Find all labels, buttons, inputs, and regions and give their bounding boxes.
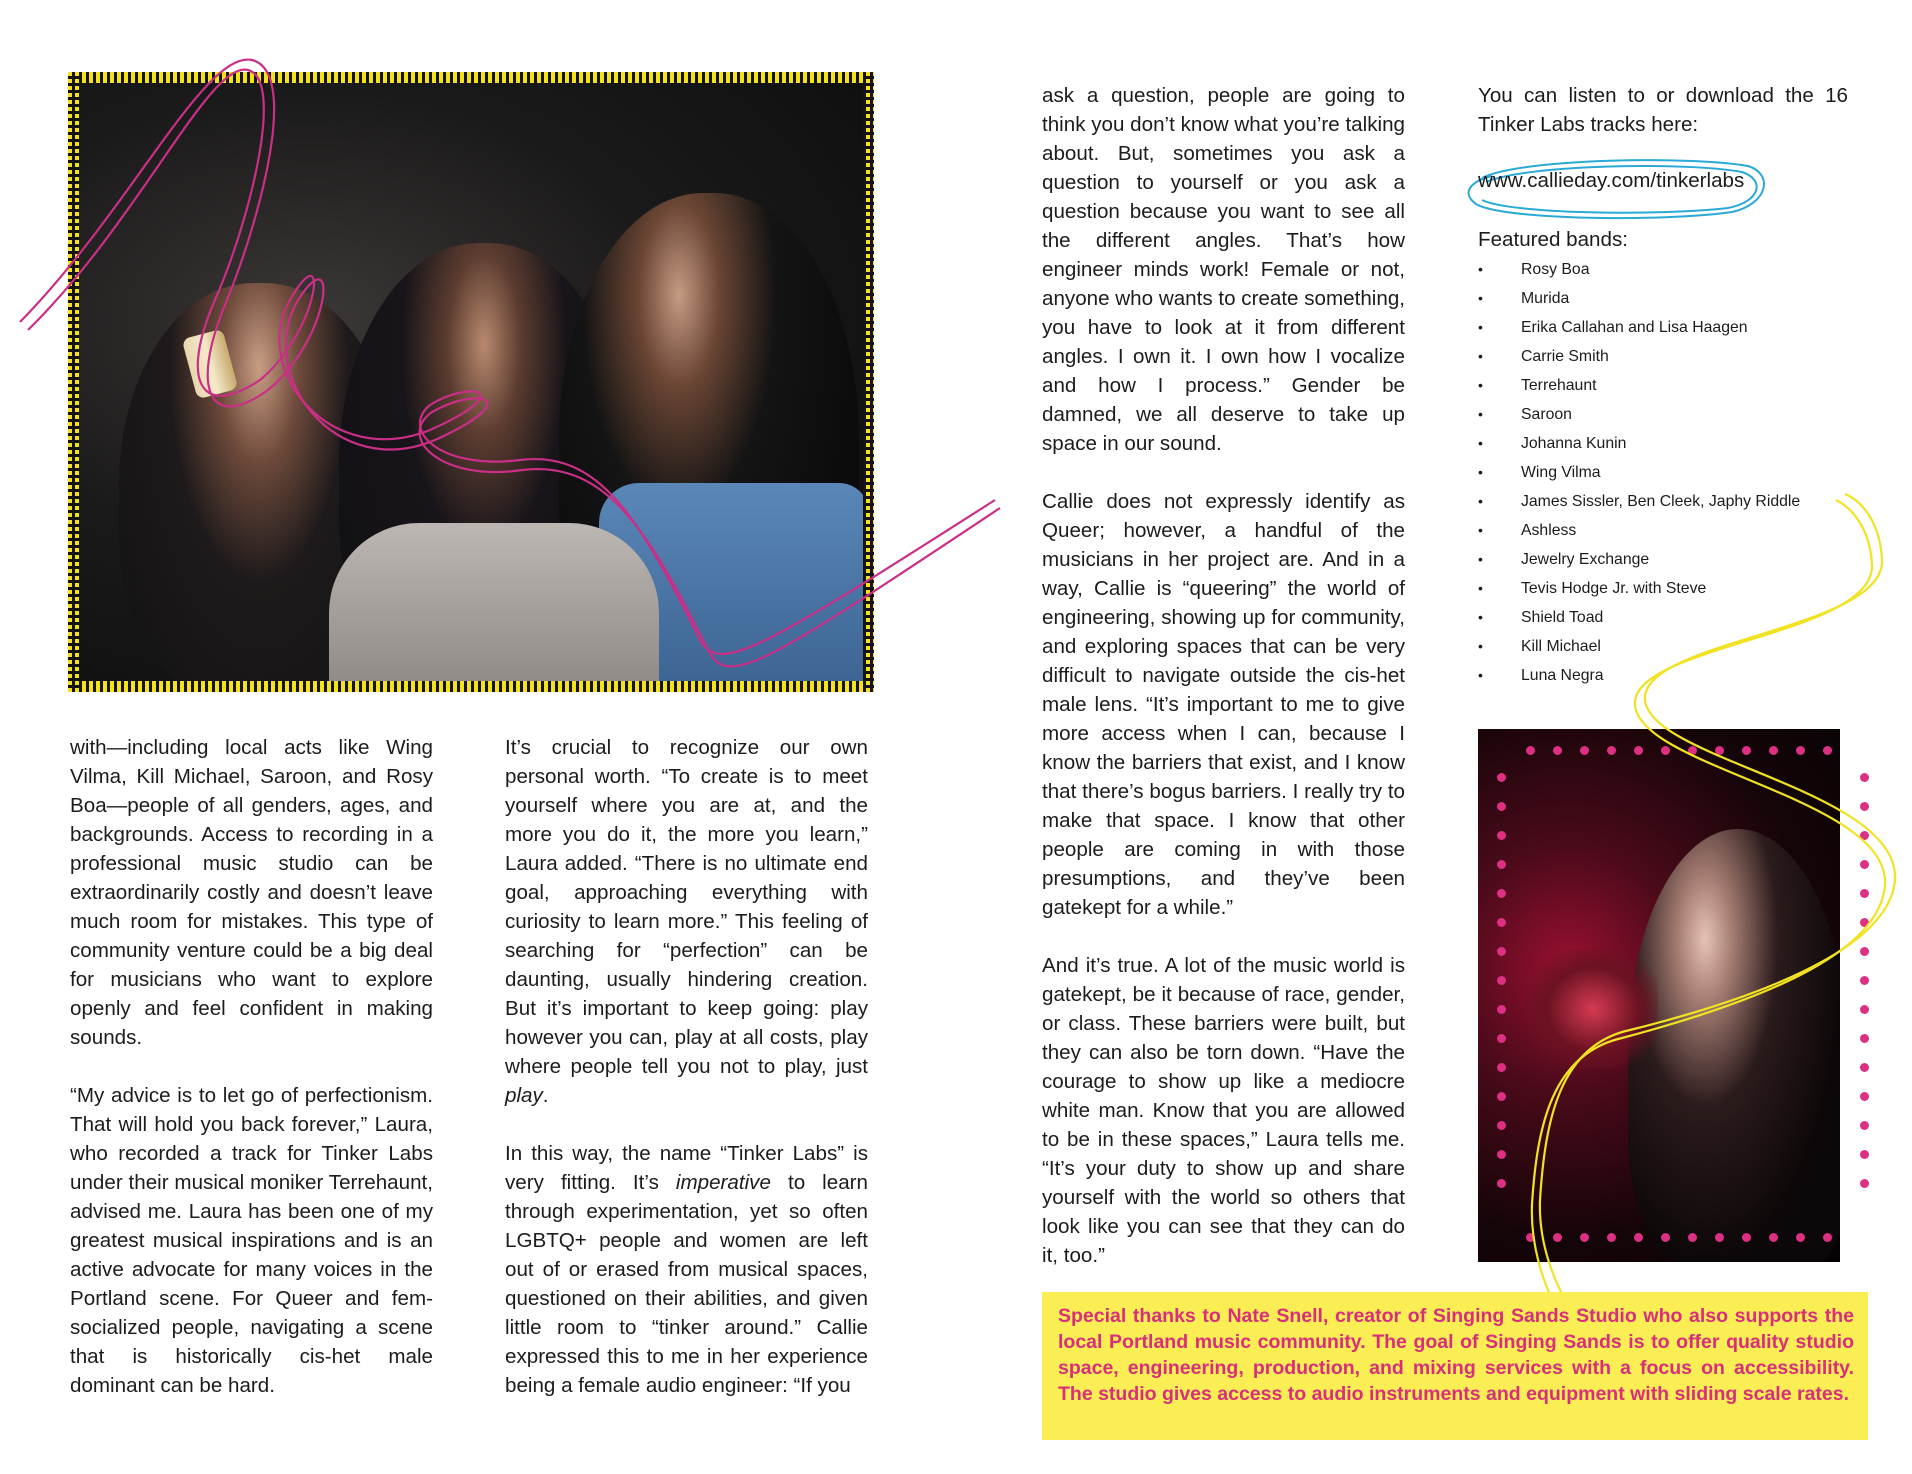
tinkerlabs-link[interactable]: www.callieday.com/tinkerlabs [1478,169,1745,192]
decorative-dot [1497,860,1506,869]
list-item: • Shield Toad [1478,603,1858,632]
band-photo-frame [68,72,874,692]
decorative-dot [1497,976,1506,985]
decorative-dot [1688,1233,1697,1242]
decorative-dot [1661,1233,1670,1242]
paragraph: Callie does not expressly identify as Queer; however, a handful of the musicians in her project are. And in a way, Callie is “queering” the world of engineering, showing up for community, and exploring spaces that can be very difficult to navigate outside the cis-het male lens. “It’s important to me to give more access when I can, because I know the barriers that exist, and I know that there’s bogus barriers. I really try to make that space. I know that other people are coming in with those presumptions, and they’ve been gatekept for a while.” [1042,490,1405,919]
paragraph: And it’s true. A lot of the music world is gatekept, be it because of race, gender, or class. These barriers were built, but they can also be torn down. “Have the courage to show up like a mediocre white man. Know that you are allowed to be in these spaces,” Laura tells me. “It’s your duty to show up and share yourself with the world so others that look like you can see that they can do it, too.” [1042,954,1405,1267]
listen-intro: You can listen to or download the 16 Tinker Labs tracks here: [1478,84,1848,136]
list-item: • Jewelry Exchange [1478,545,1858,574]
list-item: • Wing Vilma [1478,458,1858,487]
list-item: • Luna Negra [1478,661,1858,690]
decorative-dot [1497,1179,1506,1188]
decorative-dot [1742,746,1751,755]
decorative-dot [1860,947,1869,956]
featured-bands-heading: Featured bands: [1478,228,1628,251]
featured-bands-list [1478,255,1858,690]
engineer-photo [1478,729,1840,1262]
decorative-dot [1769,1233,1778,1242]
list-item: • Rosy Boa [1478,255,1858,284]
decorative-dot [1796,746,1805,755]
decorative-dot [1860,889,1869,898]
list-item: • Murida [1478,284,1858,313]
decorative-dot [1823,746,1832,755]
decorative-dot [1860,802,1869,811]
decorative-dot [1661,746,1670,755]
decorative-dot [1860,918,1869,927]
decorative-dot [1634,746,1643,755]
decorative-dot [1497,947,1506,956]
decorative-dot [1497,1121,1506,1130]
decorative-dot [1634,1233,1643,1242]
paragraph: In this way, the name “Tinker Labs” is very fitting. It’s imperative to learn through experimentation, yet so often LGBTQ+ people and women are left out of or erased from musical spaces, questioned on their abilities, and given little room to “tinker around.” Callie expressed this to me in her experience being a female audio engineer: “If you [505,1142,868,1397]
decorative-dot [1860,1034,1869,1043]
decorative-dot [1526,746,1535,755]
list-item: • Johanna Kunin [1478,429,1858,458]
decorative-dot [1860,1092,1869,1101]
decorative-dot [1688,746,1697,755]
special-thanks-box: Special thanks to Nate Snell, creator of Singing Sands Studio who also supports the local Portland music community. The goal of Singing Sands is to offer quality studio space, engineering, production, and mixing services with a focus on accessibility. The studio gives access to audio instruments and equipment with sliding scale rates. [1042,1292,1868,1440]
decorative-dot [1497,1034,1506,1043]
list-item: • Ashless [1478,516,1858,545]
decorative-dot [1553,746,1562,755]
decorative-dot [1860,1005,1869,1014]
decorative-dot [1860,976,1869,985]
list-item: • Tevis Hodge Jr. with Steve [1478,574,1858,603]
decorative-dot [1580,1233,1589,1242]
console-glow [1528,949,1658,1069]
decorative-dot [1860,1179,1869,1188]
decorative-dot [1497,831,1506,840]
decorative-dot [1860,860,1869,869]
decorative-dot [1497,889,1506,898]
list-item: • Carrie Smith [1478,342,1858,371]
decorative-dot [1769,746,1778,755]
decorative-dot [1860,831,1869,840]
band-photo [79,83,863,681]
decorative-dot [1742,1233,1751,1242]
decorative-dot [1715,1233,1724,1242]
decorative-dot [1580,746,1589,755]
woman-silhouette [1628,829,1840,1262]
decorative-dot [1607,1233,1616,1242]
decorative-dot [1860,1121,1869,1130]
decorative-dot [1553,1233,1562,1242]
decorative-dot [1823,1233,1832,1242]
decorative-dot [1497,918,1506,927]
decorative-dot [1607,746,1616,755]
decorative-dot [1497,1150,1506,1159]
list-item: • James Sissler, Ben Cleek, Japhy Riddle [1478,487,1858,516]
list-item: • Erika Callahan and Lisa Haagen [1478,313,1858,342]
decorative-dot [1860,773,1869,782]
article-column-2 [505,733,868,1400]
decorative-dot [1715,746,1724,755]
decorative-dot [1526,1233,1535,1242]
decorative-dot [1796,1233,1805,1242]
grey-pants [329,523,659,681]
paragraph: ask a question, people are going to think you don’t know what you’re talking about. But, sometimes you ask a question to yourself or you ask a question because you want to see all the different angles. That’s how engineer minds work! Female or not, anyone who wants to create something, you have to look at it from different angles. I own it. I own how I vocalize and how I process.” Gender be damned, we all deserve to take up space in our sound. [1042,84,1405,455]
decorative-dot [1497,1005,1506,1014]
paragraph: “My advice is to let go of perfectionism. That will hold you back forever,” Laura, who recorded a track for Tinker Labs under their musical moniker Terrehaunt, advised me. Laura has been one of my greatest musical inspirations and is an active advocate for many voices in the Portland scene. For Queer and fem-socialized people, navigating a scene that is historically cis-het male dominant can be hard. [70,1084,433,1397]
list-item: • Terrehaunt [1478,371,1858,400]
article-column-1 [70,733,433,1400]
list-item: • Saroon [1478,400,1858,429]
list-item: • Kill Michael [1478,632,1858,661]
decorative-dot [1497,1063,1506,1072]
paragraph: with—including local acts like Wing Vilma, Kill Michael, Saroon, and Rosy Boa—people of all genders, ages, and backgrounds. Access to recording in a professional music studio can be extraordinarily costly and doesn’t leave much room for mistakes. This type of community venture could be a big deal for musicians who want to explore openly and feel confident in making sounds. [70,736,433,1049]
decorative-dot [1860,1150,1869,1159]
decorative-dot [1497,802,1506,811]
paragraph: It’s crucial to recognize our own personal worth. “To create is to meet yourself where you are at, and the more you do it, the more you learn,” Laura added. “There is no ultimate end goal, approaching everything with curiosity to learn more.” This feeling of searching for “perfection” can be daunting, usually hindering creation. But it’s important to keep going: play however you can, play at all costs, play where people tell you not to play, just play. [505,736,868,1107]
decorative-dot [1860,1063,1869,1072]
decorative-dot [1497,1092,1506,1101]
decorative-dot [1497,773,1506,782]
article-column-3 [1042,81,1405,1270]
